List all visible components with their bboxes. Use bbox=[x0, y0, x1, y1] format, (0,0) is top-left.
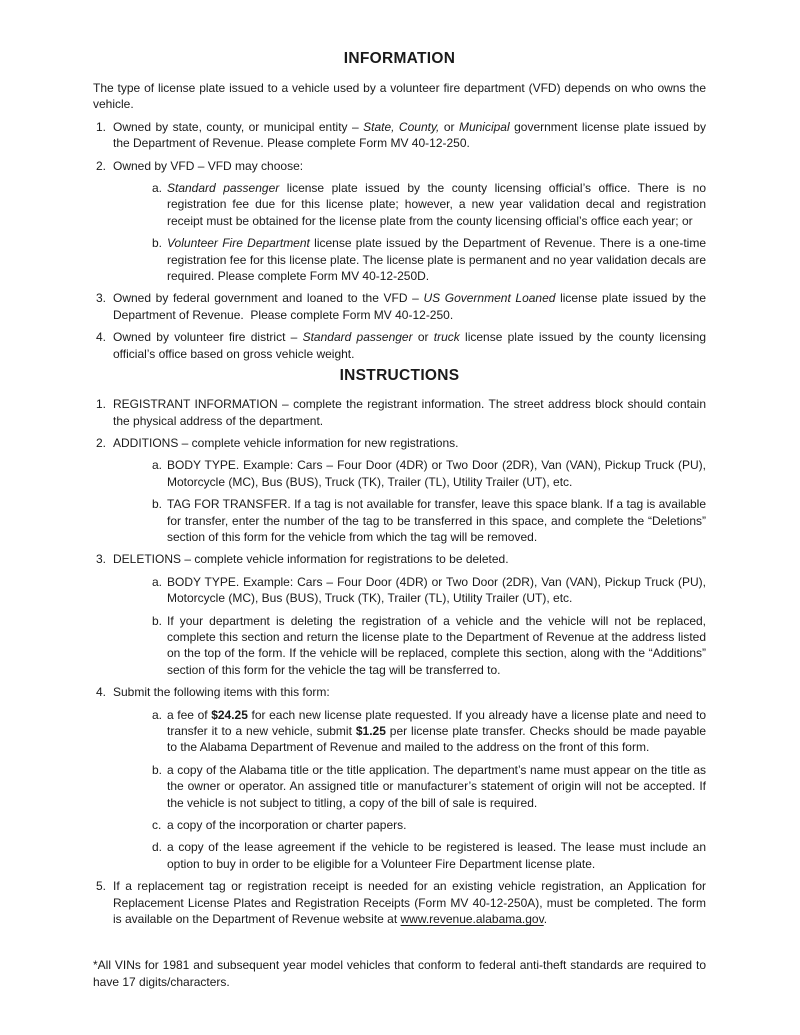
text-run: . bbox=[543, 912, 548, 927]
item-number: 1. bbox=[96, 397, 107, 412]
lettered-subitem bbox=[152, 496, 706, 545]
item-number: 3. bbox=[96, 291, 107, 306]
numbered-item bbox=[93, 396, 706, 429]
numbered-item bbox=[93, 290, 706, 323]
text-run: a fee of bbox=[167, 707, 212, 722]
item-text bbox=[113, 684, 706, 700]
item-number: 2. bbox=[96, 435, 107, 450]
subitem-text bbox=[167, 839, 706, 872]
section-information bbox=[93, 51, 706, 362]
lettered-subitem bbox=[152, 180, 706, 229]
item-text bbox=[113, 878, 706, 927]
subitem-letter: b. bbox=[152, 762, 163, 777]
subitem-text bbox=[167, 613, 706, 679]
lettered-subitem bbox=[152, 707, 706, 756]
text-run: $24.25 bbox=[211, 707, 248, 722]
text-run: State, County, bbox=[363, 119, 440, 134]
item-number: 4. bbox=[96, 330, 107, 345]
subitem-text bbox=[167, 180, 706, 229]
item-number: 2. bbox=[96, 158, 107, 173]
lettered-subitem bbox=[152, 457, 706, 490]
text-run: or bbox=[439, 119, 459, 134]
numbered-item bbox=[93, 878, 706, 927]
text-run: a copy of the Alabama title or the title application. The department’s name must appear on the title as the owner or operator. An assigned title or manufacturer’s statement of origin will not be accepted. If the vehicle is not subject to titling, a copy of the bill of sale is required. bbox=[167, 762, 706, 810]
revenue-website-link[interactable]: www.revenue.alabama.gov bbox=[400, 912, 544, 927]
text-run: Owned by federal government and loaned to the VFD – bbox=[113, 291, 424, 306]
text-run: license plate issued by the Department of Revenue. Please complete Form MV 40-12-250. bbox=[113, 291, 707, 322]
text-run: US Government Loaned bbox=[423, 291, 556, 306]
intro-paragraph: The type of license plate issued to a vehicle used by a volunteer fire department (VFD) depends on who owns the vehicle. bbox=[93, 81, 706, 112]
lettered-subitem bbox=[152, 235, 706, 284]
text-run: TAG FOR TRANSFER. If a tag is not available for transfer, leave this space blank. If a tag is available for transfer, enter the number of the tag to be transferred in this space, and complete the “Deletions” section of this form for the vehicle from which the tag will be removed. bbox=[167, 497, 706, 544]
text-run: If your department is deleting the registration of a vehicle and the vehicle will not be replaced, complete this section and return the license plate to the Department of Revenue at the address listed on the top of the form. If the vehicle will be replaced, complete this section, along with the “Additions” section of this form for the vehicle the tag will be transferred to. bbox=[167, 613, 706, 677]
subitem-letter: b. bbox=[152, 236, 163, 251]
information-list bbox=[93, 119, 706, 362]
item-number: 4. bbox=[96, 685, 107, 700]
text-run: Owned by state, county, or municipal entity – bbox=[113, 119, 364, 134]
subitem-text bbox=[167, 457, 706, 490]
text-run: Standard passenger bbox=[302, 330, 413, 345]
subitem-letter: b. bbox=[152, 613, 163, 628]
lettered-subitem bbox=[152, 839, 706, 872]
text-run: license plate issued by the county licensing official’s office. There is no registration fee due for this license plate; however, a new year validation decal and registration receipt must be obtained for the license plate from the county licensing official’s office each year; or bbox=[167, 181, 706, 228]
text-run: If a replacement tag or registration receipt is needed for an existing vehicle registration, an Application for Replacement License Plates and Registration Receipts (Form MV 40-12-250A), must be completed. The form is available on the Department of Revenue website at bbox=[113, 879, 706, 927]
text-run: Municipal bbox=[458, 119, 510, 134]
numbered-item bbox=[93, 551, 706, 567]
text-run: per license plate transfer. Checks should be made payable to the Alabama Department of Revenue and mailed to the address on the front of this form. bbox=[167, 724, 706, 755]
subitem-text bbox=[167, 817, 706, 833]
numbered-item bbox=[93, 329, 706, 362]
item-number: 1. bbox=[96, 119, 107, 134]
lettered-subitem bbox=[152, 613, 706, 679]
text-run: or bbox=[412, 330, 434, 345]
subitem-letter: d. bbox=[152, 840, 163, 855]
text-run: REGISTRANT INFORMATION – complete the registrant information. The street address block should contain the physical address of the department. bbox=[113, 397, 706, 428]
section-instructions bbox=[93, 368, 706, 927]
text-run: Submit the following items with this form: bbox=[113, 685, 330, 700]
vin-footnote: *All VINs for 1981 and subsequent year model vehicles that conform to federal anti-theft standards are required to have 17 digits/characters. bbox=[93, 958, 706, 989]
item-text bbox=[113, 435, 706, 451]
subitem-letter: a. bbox=[152, 181, 163, 196]
text-run: Volunteer Fire Department bbox=[167, 236, 310, 251]
instructions-heading: INSTRUCTIONS bbox=[339, 367, 460, 385]
subitem-text bbox=[167, 707, 706, 756]
lettered-subitem bbox=[152, 762, 706, 811]
subitem-letter: c. bbox=[152, 818, 162, 833]
text-run: truck bbox=[433, 330, 460, 345]
item-number: 3. bbox=[96, 552, 107, 567]
text-run: BODY TYPE. Example: Cars – Four Door (4DR) or Two Door (2DR), Van (VAN), Pickup Truck (PU), Motorcycle (MC), Bus (BUS), Truck (TK), Trailer (TL), Utility Trailer (UT), etc. bbox=[167, 574, 706, 606]
text-run: a copy of the incorporation or charter papers. bbox=[167, 818, 407, 833]
item-text bbox=[113, 290, 706, 323]
text-run: Owned by volunteer fire district – bbox=[113, 330, 303, 345]
text-run: license plate issued by the Department of Revenue. There is a one-time registration fee for this license plate. The license plate is permanent and no year validation decals are required. Please complete Form MV 40-12-250D. bbox=[167, 236, 707, 284]
subitem-text bbox=[167, 574, 706, 607]
item-text bbox=[113, 396, 706, 429]
information-heading: INFORMATION bbox=[343, 50, 456, 67]
subitem-text bbox=[167, 762, 706, 811]
subitem-letter: a. bbox=[152, 707, 163, 722]
text-run: government license plate issued by the Department of Revenue. Please complete Form MV 40-12-250. bbox=[113, 119, 706, 151]
lettered-subitem bbox=[152, 574, 706, 607]
numbered-item bbox=[93, 684, 706, 700]
subitem-letter: a. bbox=[152, 574, 163, 589]
text-run: Standard passenger bbox=[167, 181, 280, 196]
subitem-letter: a. bbox=[152, 458, 163, 473]
instructions-list bbox=[93, 396, 706, 927]
lettered-subitem bbox=[152, 817, 706, 833]
numbered-item bbox=[93, 435, 706, 451]
item-text bbox=[113, 551, 706, 567]
item-text bbox=[113, 119, 706, 152]
subitem-letter: b. bbox=[152, 497, 163, 512]
text-run: BODY TYPE. Example: Cars – Four Door (4DR) or Two Door (2DR), Van (VAN), Pickup Truck (PU), Motorcycle (MC), Bus (BUS), Truck (TK), Trailer (TL), Utility Trailer (UT), etc. bbox=[167, 458, 706, 489]
item-text bbox=[113, 329, 706, 362]
text-run: a copy of the lease agreement if the vehicle to be registered is leased. The lease must include an option to buy in order to be eligible for a Volunteer Fire Department license plate. bbox=[167, 840, 706, 871]
item-number: 5. bbox=[96, 879, 107, 894]
numbered-item bbox=[93, 119, 706, 152]
numbered-item bbox=[93, 158, 706, 174]
text-run: DELETIONS – complete vehicle information for registrations to be deleted. bbox=[113, 552, 509, 567]
text-run: $1.25 bbox=[355, 724, 386, 738]
subitem-text bbox=[167, 235, 706, 284]
text-run: ADDITIONS – complete vehicle information for new registrations. bbox=[113, 435, 459, 450]
subitem-text bbox=[167, 496, 706, 545]
text-run: Owned by VFD – VFD may choose: bbox=[113, 158, 304, 173]
text-run: license plate issued by the county licensing official’s office based on gross vehicle weight. bbox=[113, 330, 707, 361]
item-text bbox=[113, 158, 706, 174]
text-run: for each new license plate requested. If you already have a license plate and need to transfer it to a new vehicle, submit bbox=[167, 707, 706, 738]
